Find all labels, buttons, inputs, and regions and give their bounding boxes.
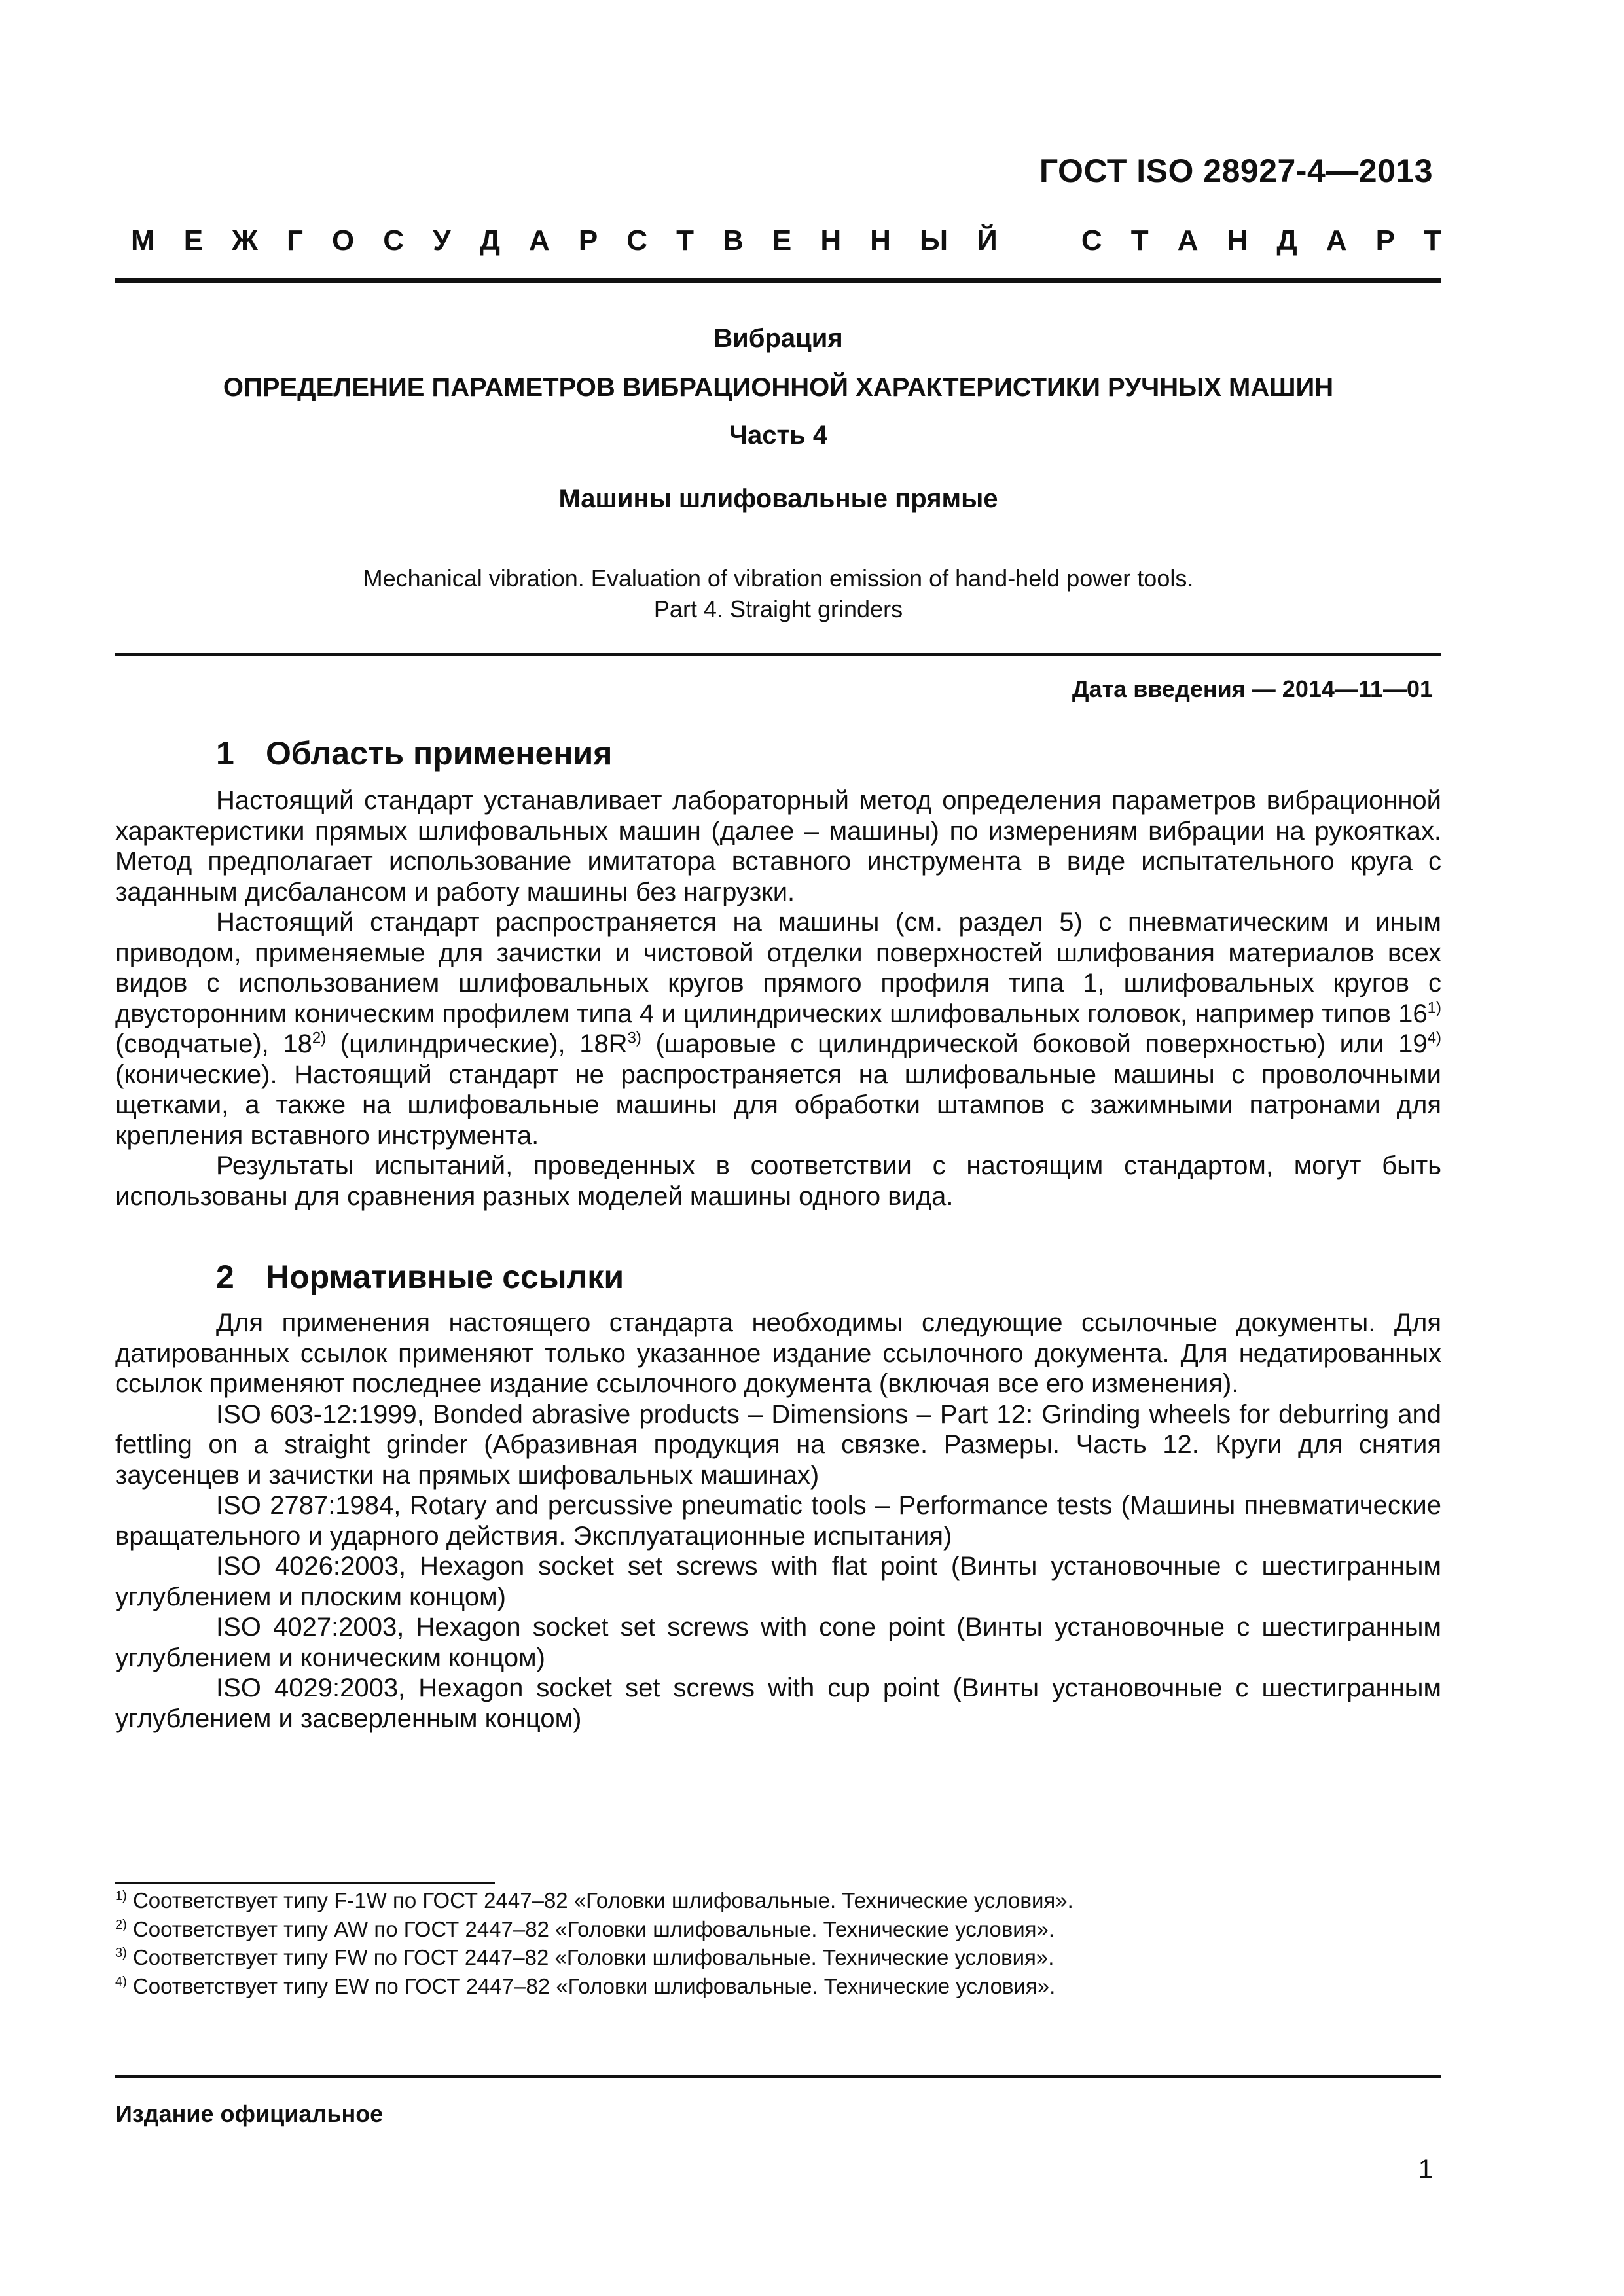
word-gap	[1026, 224, 1053, 257]
text-run: (цилиндрические), 18R	[326, 1030, 628, 1058]
section-1-body	[115, 785, 1441, 1211]
english-title-line: Part 4. Straight grinders	[653, 596, 903, 622]
heading-letter: С	[1081, 224, 1102, 257]
footnote-text: Соответствует типу EW по ГОСТ 2447–82 «Головки шлифовальные. Технические условия».	[126, 1973, 1056, 1998]
heading-letter: М	[131, 224, 155, 257]
heading-letter: Т	[676, 224, 694, 257]
heading-letter: Н	[820, 224, 842, 257]
heading-letter: У	[433, 224, 451, 257]
text-run: (конические). Настоящий стандарт не распространяется на шлифовальные машины с проволочными щетками, а также на шлифовальные машины для обработки штампов с зажимными патронами для крепления вставного инструмента.	[115, 1060, 1441, 1150]
english-title-line: Mechanical vibration. Evaluation of vibration emission of hand-held power tools.	[363, 565, 1194, 592]
paragraph: Результаты испытаний, проведенных в соответствии с настоящим стандартом, могут быть использованы для сравнения разных моделей машины одного вида.	[115, 1151, 1441, 1211]
footnote	[115, 1915, 1441, 1944]
heading-letter: Е	[772, 224, 792, 257]
text-run: Настоящий стандарт распространяется на машины (см. раздел 5) с пневматическим и иным приводом, применяемые для зачистки и чистовой отделки поверхностей шлифования материалов всех видов с использованием шлифовальных кругов прямого профиля типа 1, шлифовальных кругов с двусторонним коническим профилем типа 4 и цилиндрических шлифовальных головок, например типов 16	[115, 908, 1441, 1028]
footnote-mark: 3)	[115, 1946, 127, 1960]
paragraph: Для применения настоящего стандарта необходимы следующие ссылочные документы. Для датированных ссылок применяют только указанное издание ссылочного документа. Для недатированных ссылок применяют последнее издание ссылочного документа (включая все его изменения).	[115, 1308, 1441, 1398]
footnote-text: Соответствует типу FW по ГОСТ 2447–82 «Головки шлифовальные. Технические условия».	[126, 1945, 1055, 1969]
footnote-text: Соответствует типу AW по ГОСТ 2447–82 «Головки шлифовальные. Технические условия».	[126, 1916, 1055, 1941]
heading-letter: А	[1326, 224, 1347, 257]
title-vibration: Вибрация	[713, 324, 843, 353]
official-edition-label: Издание официальное	[115, 2100, 384, 2127]
interstate-standard-heading	[131, 224, 1441, 257]
footnote-mark: 2)	[115, 1917, 127, 1932]
footnote-mark: 4)	[115, 1974, 127, 1989]
section-2-body	[115, 1308, 1441, 1734]
heading-letter: Н	[870, 224, 891, 257]
section-number: 2	[216, 1259, 234, 1295]
footnote	[115, 1886, 1441, 1915]
footer-divider	[115, 2075, 1441, 2078]
heading-letter: Е	[183, 224, 204, 257]
footnote-ref: 2)	[312, 1029, 327, 1047]
section-2-heading	[216, 1258, 624, 1296]
heading-letter: С	[383, 224, 405, 257]
heading-letter: С	[626, 224, 648, 257]
heading-letter: А	[1177, 224, 1199, 257]
heading-letter: Ы	[920, 224, 948, 257]
footnotes	[115, 1886, 1441, 2000]
text-run: (сводчатые), 18	[115, 1030, 312, 1058]
heading-letter: Й	[977, 224, 998, 257]
heading-letter: Н	[1227, 224, 1248, 257]
heading-letter: Г	[286, 224, 303, 257]
reference-item: ISO 603-12:1999, Bonded abrasive products – Dimensions – Part 12: Grinding wheels for deburring and fettling on a straight grinder (Абразивная продукция на связке. Размеры. Часть 12. Круги для снятия заусенцев и зачистки на прямых шифовальных машинах)	[115, 1399, 1441, 1490]
footnote-ref: 1)	[1427, 999, 1441, 1017]
title-divider	[115, 653, 1441, 656]
section-title: Область применения	[266, 735, 613, 772]
reference-item: ISO 2787:1984, Rotary and percussive pneumatic tools – Performance tests (Машины пневматические вращательного и ударного действия. Эксплуатационные испытания)	[115, 1491, 1441, 1551]
header-divider	[115, 278, 1441, 283]
section-1-heading	[216, 734, 612, 772]
paragraph: Настоящий стандарт устанавливает лабораторный метод определения параметров вибрационной характеристики прямых шлифовальных машин (далее – машины) по измерениям вибрации на рукоятках. Метод предполагает использование имитатора вставного инструмента в виде испытательного круга с заданным дисбалансом и работу машины без нагрузки.	[115, 786, 1441, 906]
page-number: 1	[1418, 2155, 1433, 2183]
footnote-divider	[115, 1882, 495, 1884]
paragraph	[115, 907, 1441, 1151]
heading-letter: Д	[479, 224, 500, 257]
section-title: Нормативные ссылки	[266, 1259, 624, 1295]
gost-number: ГОСТ ISO 28927-4—2013	[1039, 152, 1433, 189]
heading-letter: Р	[578, 224, 598, 257]
reference-item: ISO 4026:2003, Hexagon socket set screws with flat point (Винты установочные с шестигранным углублением и плоским концом)	[115, 1552, 1441, 1611]
footnote	[115, 1943, 1441, 1972]
footnote-ref: 4)	[1427, 1029, 1441, 1047]
title-english	[115, 563, 1441, 624]
heading-letter: О	[332, 224, 355, 257]
footnote-mark: 1)	[115, 1889, 127, 1903]
heading-letter: Ж	[232, 224, 258, 257]
section-number: 1	[216, 735, 234, 772]
heading-letter: Д	[1276, 224, 1297, 257]
heading-letter: Т	[1424, 224, 1441, 257]
footnote-ref: 3)	[627, 1029, 641, 1047]
heading-letter: А	[529, 224, 550, 257]
title-part: Часть 4	[729, 421, 828, 450]
footnote-text: Соответствует типу F-1W по ГОСТ 2447–82 «Головки шлифовальные. Технические условия».	[126, 1888, 1074, 1912]
footnote	[115, 1972, 1441, 2001]
reference-item: ISO 4029:2003, Hexagon socket set screws with cup point (Винты установочные с шестигранным углублением и засверленным концом)	[115, 1674, 1441, 1733]
intro-date: Дата введения — 2014—11—01	[1072, 675, 1433, 702]
text-run: (шаровые с цилиндрической боковой поверхностью) или 19	[641, 1030, 1428, 1058]
heading-letter: Т	[1130, 224, 1149, 257]
title-subtitle: Машины шлифовальные прямые	[558, 484, 998, 513]
heading-letter: В	[723, 224, 744, 257]
title-main: ОПРЕДЕЛЕНИЕ ПАРАМЕТРОВ ВИБРАЦИОННОЙ ХАРАКТЕРИСТИКИ РУЧНЫХ МАШИН	[223, 373, 1334, 402]
reference-item: ISO 4027:2003, Hexagon socket set screws with cone point (Винты установочные с шестигранным углублением и коническим концом)	[115, 1613, 1441, 1672]
heading-letter: Р	[1375, 224, 1396, 257]
